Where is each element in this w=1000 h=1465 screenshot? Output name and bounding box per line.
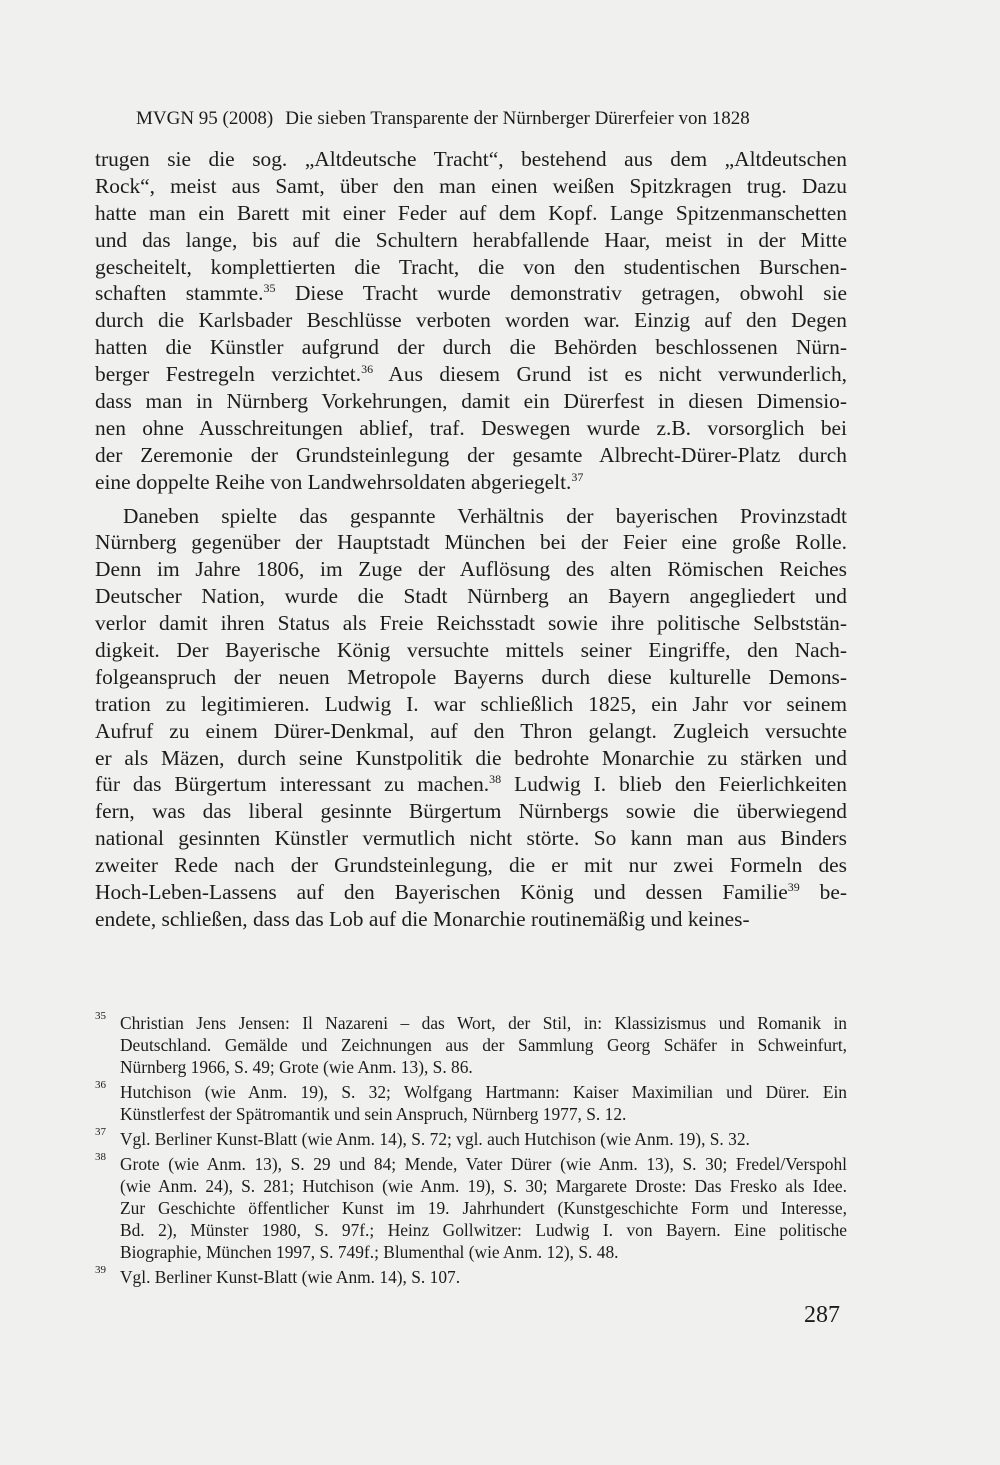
line-text: gescheitelt, komplettierten die Tracht, die von den studentischen Burschen- <box>95 254 847 279</box>
footnote-line: Bd. 2), Münster 1980, S. 97f.; Heinz Gollwitzer: Ludwig I. von Bayern. Eine politische <box>120 1220 847 1240</box>
line-text: verlor damit ihren Status als Freie Reichsstadt sowie ihre politische Selbststän- <box>95 611 847 636</box>
line-text: folgeanspruch der neuen Metropole Bayerns durch diese kulturelle Demons- <box>95 664 847 689</box>
text-line <box>95 852 847 879</box>
text-line <box>95 307 847 334</box>
footnote-reference[interactable]: 38 <box>489 772 502 787</box>
footnote-line: Christian Jens Jensen: Il Nazareni – das Wort, der Stil, in: Klassizismus und Romanik in <box>120 1013 847 1033</box>
line-text-continued: be- <box>799 880 847 905</box>
footnote-line: Künstlerfest der Spätromantik und sein Anspruch, Nürnberg 1977, S. 12. <box>120 1104 627 1124</box>
line-text: für das Bürgertum interessant zu machen. <box>95 772 490 797</box>
line-text: und das lange, bis auf die Schultern herabfallende Haar, meist in der Mitte <box>95 227 847 252</box>
text-line <box>95 469 847 496</box>
footnote-line: Biographie, München 1997, S. 749f.; Blumenthal (wie Anm. 12), S. 48. <box>120 1242 619 1262</box>
line-text: durch die Karlsbader Beschlüsse verboten worden war. Einzig auf den Degen <box>95 308 847 333</box>
footnotes <box>95 1012 847 1291</box>
line-text: schaften stammte. <box>95 281 264 306</box>
line-text-continued: Aus diesem Grund ist es nicht verwunderlich, <box>373 362 847 387</box>
footnote-line: Deutschland. Gemälde und Zeichnungen aus der Sammlung Georg Schäfer in Schweinfurt, <box>120 1035 847 1055</box>
text-line <box>95 388 847 415</box>
footnote-line: Grote (wie Anm. 13), S. 29 und 84; Mende, Vater Dürer (wie Anm. 13), S. 30; Fredel/Verspohl <box>120 1154 847 1174</box>
line-text: fern, was das liberal gesinnte Bürgertum Nürnbergs sowie die überwiegend <box>95 799 847 824</box>
text-line <box>95 442 847 469</box>
text-line <box>95 200 847 227</box>
footnote-number: 35 <box>95 1010 106 1022</box>
line-text: zweiter Rede nach der Grundsteinlegung, die er mit nur zwei Formeln des <box>95 853 847 878</box>
text-line <box>95 745 847 772</box>
footnote-number: 36 <box>95 1079 106 1091</box>
footnote-line: Zur Geschichte öffentlicher Kunst im 19. Jahrhundert (Kunstgeschichte Form und Interesse, <box>120 1198 847 1218</box>
text-line <box>95 825 847 852</box>
text-line <box>95 146 847 173</box>
text-line <box>95 610 847 637</box>
text-line <box>95 280 847 307</box>
article-title: Die sieben Transparente der Nürnberger Dürerfeier von 1828 <box>285 108 750 129</box>
footnote-line: Nürnberg 1966, S. 49; Grote (wie Anm. 13), S. 86. <box>120 1057 473 1077</box>
text-line <box>95 771 847 798</box>
text-line <box>95 637 847 664</box>
line-text: berger Festregeln verzichtet. <box>95 362 362 387</box>
line-text: hatten die Künstler aufgrund der durch die Behörden beschlossenen Nürn- <box>95 335 847 360</box>
line-text: Hoch-Leben-Lassens auf den Bayerischen König und dessen Familie <box>95 880 788 905</box>
text-line <box>95 415 847 442</box>
text-line <box>95 334 847 361</box>
paragraph-1 <box>95 146 847 496</box>
text-line <box>95 664 847 691</box>
line-text: Nürnberg gegenüber der Hauptstadt München bei der Feier eine große Rolle. <box>95 530 847 555</box>
text-line <box>95 556 847 583</box>
text-line <box>95 173 847 200</box>
line-text: Deutscher Nation, wurde die Stadt Nürnberg an Bayern angegliedert und <box>95 584 847 609</box>
footnote-line: Hutchison (wie Anm. 19), S. 32; Wolfgang Hartmann: Kaiser Maximilian und Dürer. Ein <box>120 1082 847 1102</box>
line-text: er als Mäzen, durch seine Kunstpolitik die bedrohte Monarchie zu stärken und <box>95 745 847 770</box>
footnote-line: Vgl. Berliner Kunst-Blatt (wie Anm. 14), S. 72; vgl. auch Hutchison (wie Anm. 19), S. 32. <box>120 1129 750 1149</box>
line-text: digkeit. Der Bayerische König versuchte mittels seiner Eingriffe, den Nach- <box>95 638 847 663</box>
line-text: Aufruf zu einem Dürer-Denkmal, auf den Thron gelangt. Zugleich versuchte <box>95 718 847 743</box>
footnote-reference[interactable]: 39 <box>787 880 800 895</box>
footnote-number: 39 <box>95 1264 106 1276</box>
footnote-line: Vgl. Berliner Kunst-Blatt (wie Anm. 14), S. 107. <box>120 1267 461 1287</box>
text-line <box>95 718 847 745</box>
footnote-39 <box>95 1266 847 1288</box>
line-text: endete, schließen, dass das Lob auf die Monarchie routinemäßig und keines- <box>95 906 750 931</box>
line-text: Daneben spielte das gespannte Verhältnis der bayerischen Provinzstadt <box>123 503 847 528</box>
line-text: Denn im Jahre 1806, im Zuge der Auflösung des alten Römischen Reiches <box>95 557 847 582</box>
footnote-number: 38 <box>95 1151 106 1163</box>
text-line <box>95 691 847 718</box>
line-text: eine doppelte Reihe von Landwehrsoldaten abgeriegelt. <box>95 469 572 494</box>
line-text: dass man in Nürnberg Vorkehrungen, damit ein Dürerfest in diesen Dimensio- <box>95 389 847 414</box>
page-number: 287 <box>804 1302 840 1328</box>
journal-reference: MVGN 95 (2008) <box>136 108 274 129</box>
text-line <box>95 361 847 388</box>
footnote-38 <box>95 1153 847 1263</box>
text-line <box>95 254 847 281</box>
running-head <box>136 105 750 133</box>
text-line <box>95 798 847 825</box>
text-line <box>95 503 847 530</box>
paragraph-2 <box>95 503 847 933</box>
line-text: der Zeremonie der Grundsteinlegung der gesamte Albrecht-Dürer-Platz durch <box>95 442 847 467</box>
footnote-number: 37 <box>95 1126 106 1138</box>
line-text: hatte man ein Barett mit einer Feder auf dem Kopf. Lange Spitzenmanschetten <box>95 200 847 225</box>
footnote-reference[interactable]: 35 <box>263 281 276 296</box>
footnote-reference[interactable]: 37 <box>571 469 584 484</box>
footnote-35 <box>95 1012 847 1078</box>
footnote-37 <box>95 1128 847 1150</box>
footnote-36 <box>95 1081 847 1125</box>
line-text: tration zu legitimieren. Ludwig I. war schließlich 1825, ein Jahr vor seinem <box>95 691 847 716</box>
line-text: nen ohne Ausschreitungen ablief, traf. Deswegen wurde z.B. vorsorglich bei <box>95 415 847 440</box>
body-text <box>95 146 847 933</box>
footnote-reference[interactable]: 36 <box>361 362 374 377</box>
text-line <box>95 529 847 556</box>
line-text: national gesinnten Künstler vermutlich nicht störte. So kann man aus Binders <box>95 826 847 851</box>
text-line <box>95 583 847 610</box>
text-line <box>95 879 847 906</box>
line-text-continued: Ludwig I. blieb den Feierlichkeiten <box>501 772 847 797</box>
text-line <box>95 906 847 933</box>
text-line <box>95 227 847 254</box>
line-text-continued: Diese Tracht wurde demonstrativ getragen, obwohl sie <box>275 281 848 306</box>
line-text: trugen sie die sog. „Altdeutsche Tracht“, bestehend aus dem „Altdeutschen <box>95 147 847 171</box>
line-text: Rock“, meist aus Samt, über den man einen weißen Spitzkragen trug. Dazu <box>95 173 847 198</box>
footnote-line: (wie Anm. 24), S. 281; Hutchison (wie Anm. 19), S. 30; Margarete Droste: Das Fresko als Idee. <box>120 1176 847 1196</box>
